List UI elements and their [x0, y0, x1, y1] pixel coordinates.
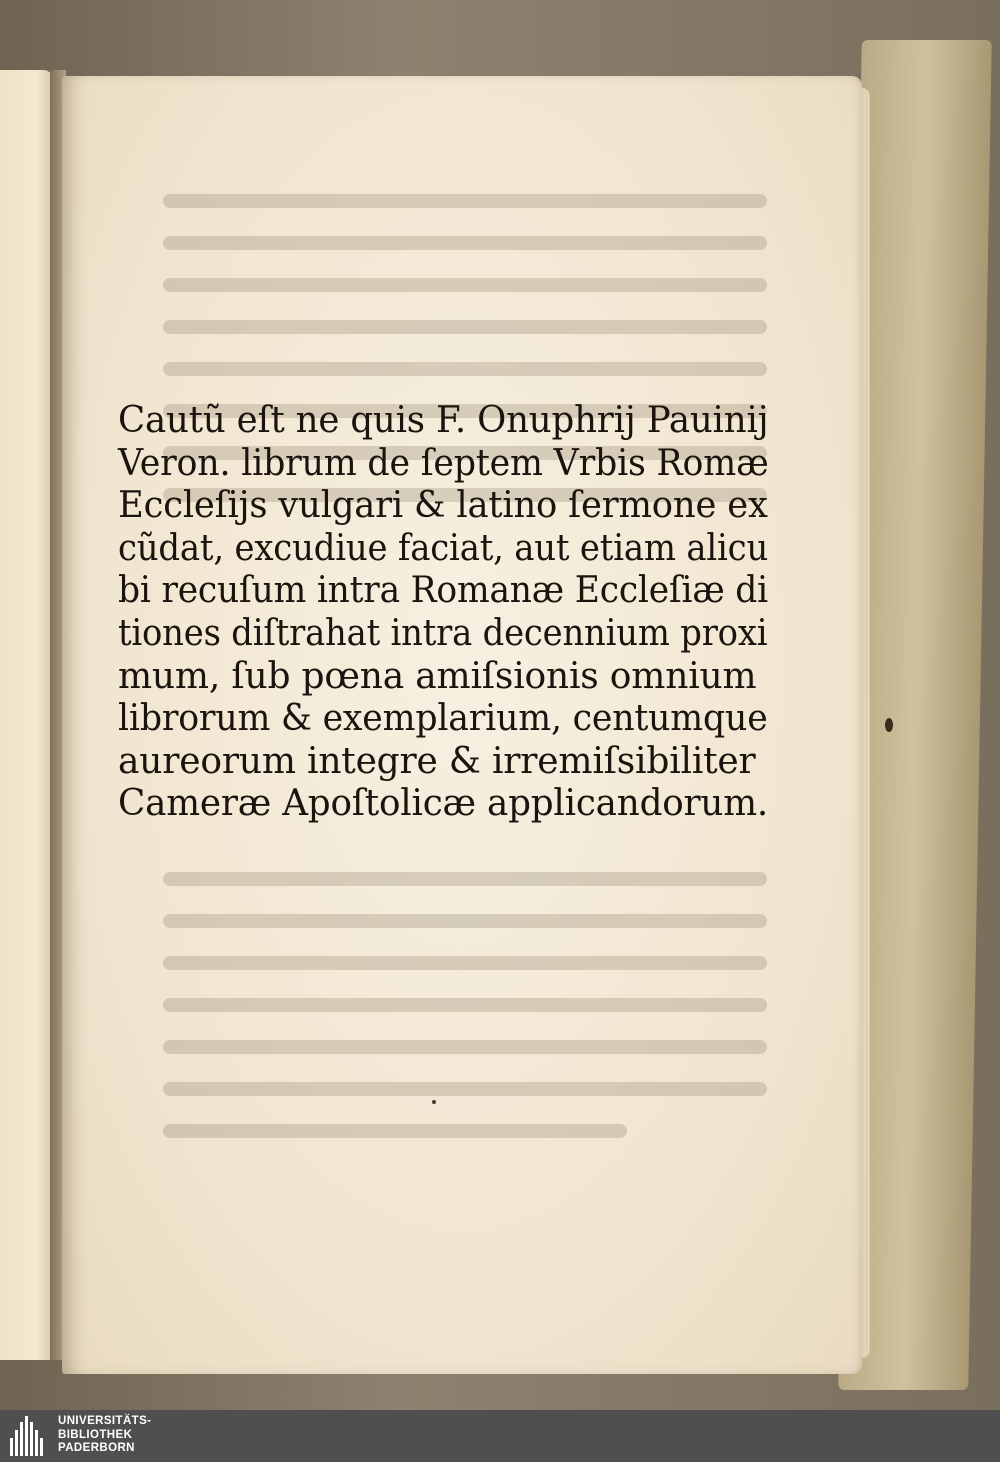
logo-line-2: BIBLIOTHEK [58, 1428, 133, 1441]
previous-page-edge [0, 70, 52, 1360]
privilege-line-1: Cautũ eſt ne quis F. Onuphrij Pauinij [118, 400, 769, 441]
library-logo-text [58, 1415, 151, 1456]
privilege-line-5: bi recuſum intra Romanæ Eccleſiæ di [118, 570, 768, 612]
library-logo-icon [10, 1416, 46, 1456]
privilege-line-7: mum, ſub pœna amiſsionis omnium [118, 655, 757, 697]
ink-dot [432, 1100, 436, 1104]
privilege-line-2: Veron. librum de ſeptem Vrbis Romæ [118, 442, 769, 484]
privilege-notice [118, 400, 768, 826]
privilege-line-6: tiones diſtrahat intra decennium proxi [118, 612, 768, 654]
privilege-line-10: Cameræ Apoſtolicæ applicandorum. [118, 783, 769, 825]
privilege-line-3: Eccleſijs vulgari & latino ſermone ex [118, 485, 768, 527]
logo-line-1: UNIVERSITÄTS- [58, 1415, 152, 1427]
logo-line-3: PADERBORN [58, 1442, 135, 1454]
privilege-line-4: cũdat, excudiue faciat, aut etiam alicu [118, 527, 769, 569]
privilege-line-8: librorum & exemplarium, centumque [118, 698, 768, 740]
margin-mark [885, 718, 893, 732]
privilege-line-9: aureorum integre & irremiſsibiliter [118, 740, 756, 782]
library-footer-bar [0, 1410, 1000, 1462]
